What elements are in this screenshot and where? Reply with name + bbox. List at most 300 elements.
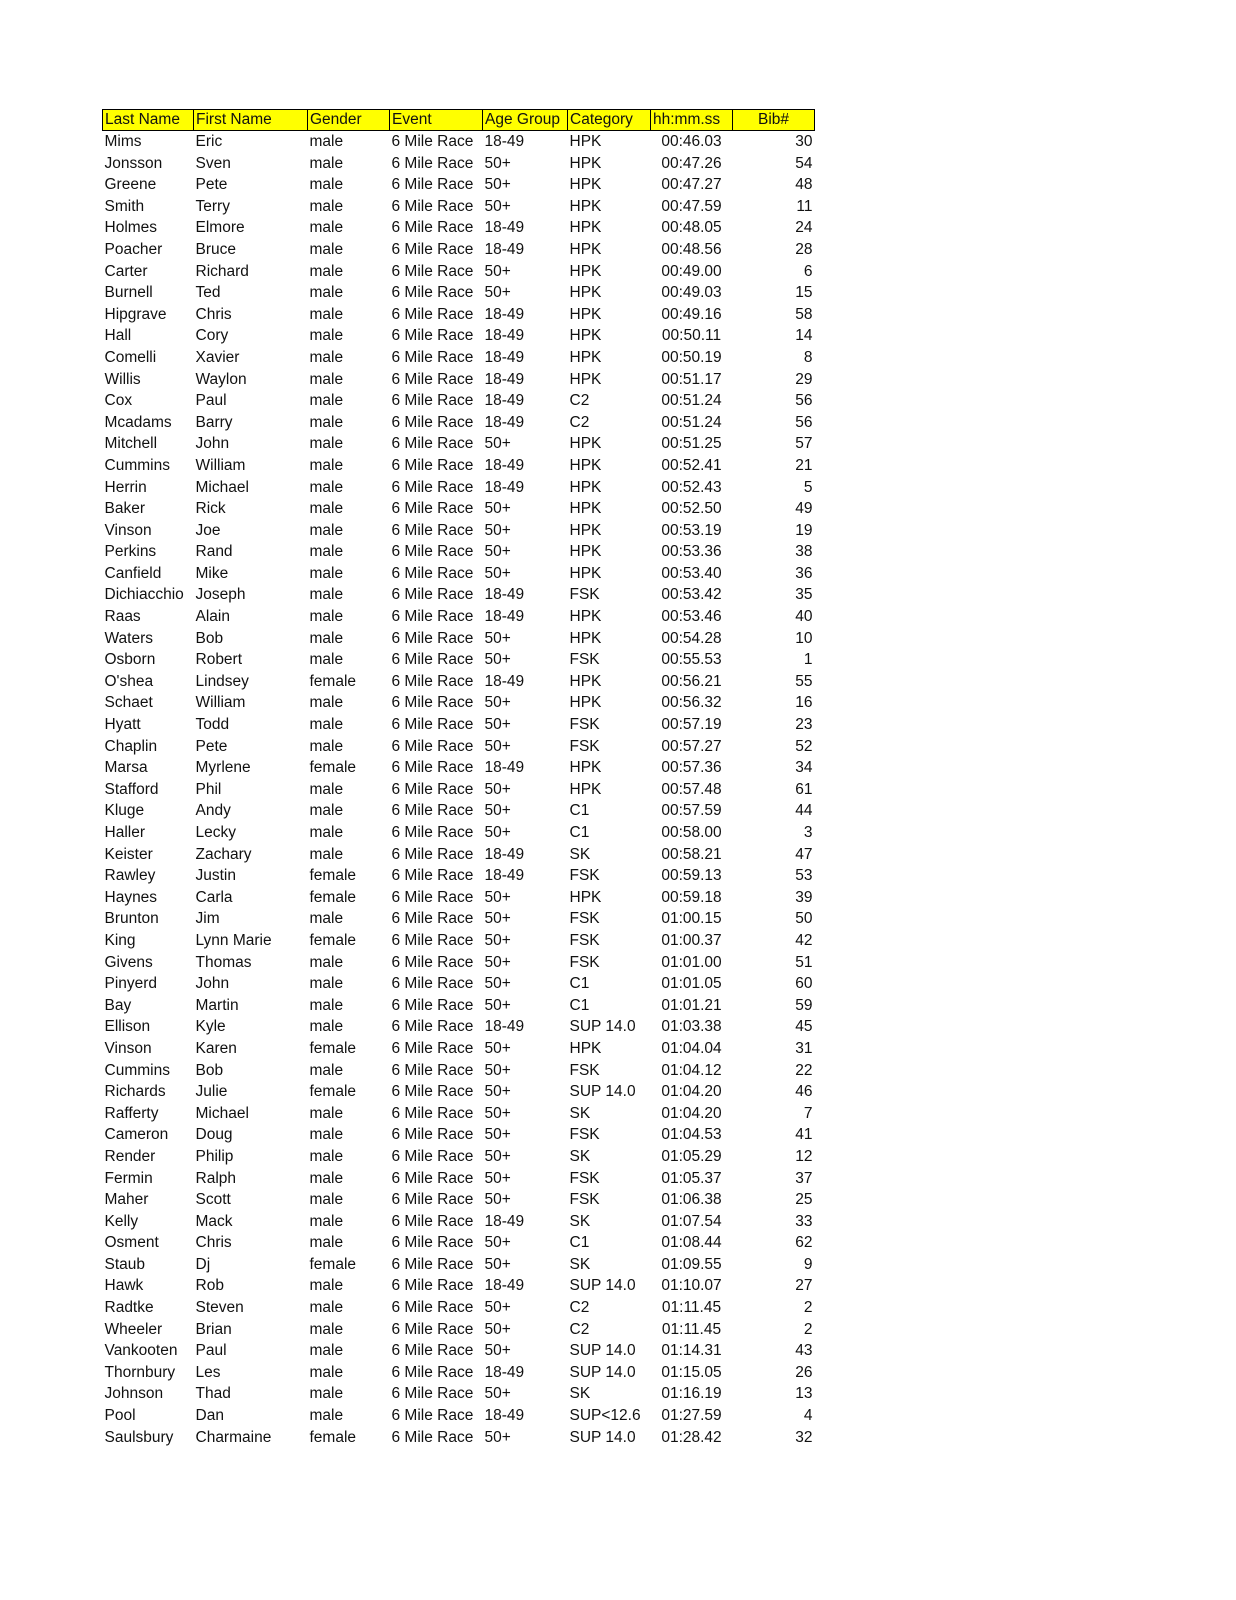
event-cell: 6 Mile Race <box>391 694 474 712</box>
last-name-cell: Vinson <box>104 1039 152 1057</box>
bib-cell: 57 <box>795 435 813 453</box>
bib-cell: 10 <box>795 629 813 647</box>
category-cell: FSK <box>569 1191 600 1209</box>
header-row <box>103 110 815 131</box>
category-cell: HPK <box>569 348 602 366</box>
age-group-cell: 18-49 <box>484 867 525 885</box>
last-name-cell: Dichiacchio <box>104 586 184 604</box>
gender-cell: male <box>309 392 344 410</box>
last-name-cell: Brunton <box>104 910 159 928</box>
gender-cell: male <box>309 1363 344 1381</box>
first-name-cell: Thomas <box>195 953 252 971</box>
bib-cell: 62 <box>795 1234 813 1252</box>
time-cell: 00:53.40 <box>661 564 722 582</box>
first-name-cell: Charmaine <box>195 1428 272 1446</box>
event-cell: 6 Mile Race <box>391 1342 474 1360</box>
event-cell: 6 Mile Race <box>391 1320 474 1338</box>
last-name-cell: Staub <box>104 1255 146 1273</box>
gender-cell: male <box>309 305 344 323</box>
gender-cell: female <box>309 759 357 777</box>
age-group-cell: 50+ <box>484 931 511 949</box>
bib-cell: 56 <box>795 413 813 431</box>
age-group-cell: 50+ <box>484 1039 511 1057</box>
table-row <box>103 1168 815 1190</box>
last-name-cell: Kluge <box>104 802 145 820</box>
bib-cell: 41 <box>795 1126 813 1144</box>
last-name-cell: Osment <box>104 1234 159 1252</box>
gender-cell: male <box>309 694 344 712</box>
first-name-cell: Karen <box>195 1039 237 1057</box>
table-row <box>103 1211 815 1233</box>
gender-cell: male <box>309 824 344 841</box>
time-cell: 01:04.12 <box>661 1061 722 1079</box>
first-name-cell: Bob <box>195 1061 224 1079</box>
time-cell: 00:58.00 <box>661 824 722 841</box>
age-group-cell: 50+ <box>484 694 511 712</box>
gender-cell: male <box>309 1126 344 1144</box>
last-name-cell: Wheeler <box>104 1320 163 1338</box>
table-row <box>103 628 815 650</box>
bib-cell: 5 <box>803 478 813 496</box>
gender-cell: male <box>309 435 344 453</box>
time-cell: 00:52.41 <box>661 456 722 474</box>
category-cell: HPK <box>569 564 602 582</box>
time-cell: 00:47.26 <box>661 154 722 172</box>
gender-cell: male <box>309 1212 344 1230</box>
last-name-cell: Herrin <box>104 478 147 496</box>
table-row <box>103 196 815 218</box>
first-name-cell: Elmore <box>195 219 245 237</box>
category-cell: HPK <box>569 543 602 561</box>
table-row <box>103 412 815 434</box>
table-row <box>103 1275 815 1297</box>
event-cell: 6 Mile Race <box>391 608 474 626</box>
category-cell: SUP 14.0 <box>569 1363 636 1381</box>
event-cell: 6 Mile Race <box>391 348 474 366</box>
bib-cell: 30 <box>795 133 813 150</box>
table-row <box>103 822 815 844</box>
event-cell: 6 Mile Race <box>391 1126 474 1144</box>
first-name-cell: Pete <box>195 737 228 755</box>
last-name-cell: Osborn <box>104 651 156 669</box>
bib-cell: 51 <box>795 953 813 971</box>
event-cell: 6 Mile Race <box>391 435 474 453</box>
age-group-cell: 50+ <box>484 154 511 172</box>
time-cell: 01:08.44 <box>661 1234 722 1252</box>
bib-cell: 21 <box>795 456 813 474</box>
time-cell: 01:05.29 <box>661 1147 722 1165</box>
gender-cell: male <box>309 478 344 496</box>
age-group-cell: 18-49 <box>484 392 525 410</box>
first-name-cell: Chris <box>195 1234 232 1252</box>
category-cell: FSK <box>569 1126 600 1144</box>
age-group-cell: 50+ <box>484 629 511 647</box>
column-header-gender: Gender <box>308 110 390 131</box>
first-name-cell: Thad <box>195 1385 231 1403</box>
gender-cell: male <box>309 262 344 280</box>
gender-cell: male <box>309 737 344 755</box>
event-cell: 6 Mile Race <box>391 543 474 561</box>
table-row <box>103 865 815 887</box>
table-row <box>103 217 815 239</box>
last-name-cell: Cummins <box>104 456 170 474</box>
first-name-cell: Richard <box>195 262 249 280</box>
bib-cell: 23 <box>795 716 813 734</box>
category-cell: FSK <box>569 737 600 755</box>
bib-cell: 3 <box>803 824 813 841</box>
first-name-cell: Julie <box>195 1083 228 1101</box>
event-cell: 6 Mile Race <box>391 370 474 388</box>
category-cell: SK <box>569 1385 591 1403</box>
time-cell: 01:27.59 <box>661 1407 722 1425</box>
first-name-cell: Bruce <box>195 240 236 258</box>
gender-cell: male <box>309 975 344 993</box>
gender-cell: male <box>309 543 344 561</box>
last-name-cell: Hawk <box>104 1277 144 1295</box>
bib-cell: 54 <box>795 154 813 172</box>
category-cell: HPK <box>569 780 602 798</box>
category-cell: HPK <box>569 478 602 496</box>
bib-cell: 53 <box>795 867 813 885</box>
time-cell: 00:50.19 <box>661 348 722 366</box>
time-cell: 00:57.36 <box>661 759 722 777</box>
age-group-cell: 50+ <box>484 1061 511 1079</box>
table-row <box>103 757 815 779</box>
first-name-cell: Cory <box>195 327 229 345</box>
last-name-cell: Givens <box>104 953 153 971</box>
time-cell: 01:00.15 <box>661 910 722 928</box>
time-cell: 00:58.21 <box>661 845 722 863</box>
last-name-cell: Bay <box>104 996 132 1014</box>
age-group-cell: 18-49 <box>484 1018 525 1036</box>
category-cell: HPK <box>569 370 602 388</box>
event-cell: 6 Mile Race <box>391 845 474 863</box>
bib-cell: 60 <box>795 975 813 993</box>
event-cell: 6 Mile Race <box>391 1234 474 1252</box>
gender-cell: male <box>309 1061 344 1079</box>
category-cell: SUP 14.0 <box>569 1018 636 1036</box>
age-group-cell: 18-49 <box>484 348 525 366</box>
event-cell: 6 Mile Race <box>391 759 474 777</box>
table-row <box>103 304 815 326</box>
age-group-cell: 50+ <box>484 716 511 734</box>
first-name-cell: Dan <box>195 1407 224 1425</box>
category-cell: SUP 14.0 <box>569 1428 636 1446</box>
event-cell: 6 Mile Race <box>391 456 474 474</box>
first-name-cell: Paul <box>195 1342 227 1360</box>
gender-cell: male <box>309 1147 344 1165</box>
bib-cell: 56 <box>795 392 813 410</box>
table-row <box>103 131 815 153</box>
table-row <box>103 930 815 952</box>
age-group-cell: 50+ <box>484 543 511 561</box>
table-row <box>103 1124 815 1146</box>
age-group-cell: 50+ <box>484 1320 511 1338</box>
last-name-cell: Willis <box>104 370 141 388</box>
table-row <box>103 1254 815 1276</box>
age-group-cell: 50+ <box>484 435 511 453</box>
gender-cell: male <box>309 1191 344 1209</box>
gender-cell: male <box>309 586 344 604</box>
last-name-cell: Haller <box>104 824 145 841</box>
table-row <box>103 390 815 412</box>
event-cell: 6 Mile Race <box>391 1104 474 1122</box>
bib-cell: 13 <box>795 1385 813 1403</box>
table-row <box>103 1081 815 1103</box>
age-group-cell: 50+ <box>484 910 511 928</box>
last-name-cell: Stafford <box>104 780 159 798</box>
event-cell: 6 Mile Race <box>391 240 474 258</box>
time-cell: 01:05.37 <box>661 1169 722 1187</box>
gender-cell: male <box>309 284 344 302</box>
bib-cell: 58 <box>795 305 813 323</box>
bib-cell: 32 <box>795 1428 813 1446</box>
gender-cell: male <box>309 500 344 518</box>
category-cell: FSK <box>569 953 600 971</box>
time-cell: 01:00.37 <box>661 931 722 949</box>
age-group-cell: 18-49 <box>484 327 525 345</box>
event-cell: 6 Mile Race <box>391 500 474 518</box>
category-cell: C1 <box>569 802 590 820</box>
age-group-cell: 50+ <box>484 500 511 518</box>
time-cell: 00:48.05 <box>661 219 722 237</box>
age-group-cell: 50+ <box>484 1342 511 1360</box>
bib-cell: 29 <box>795 370 813 388</box>
bib-cell: 36 <box>795 564 813 582</box>
first-name-cell: Carla <box>195 888 233 906</box>
category-cell: HPK <box>569 327 602 345</box>
last-name-cell: Burnell <box>104 284 153 302</box>
category-cell: C1 <box>569 996 590 1014</box>
first-name-cell: Joseph <box>195 586 246 604</box>
gender-cell: male <box>309 370 344 388</box>
category-cell: FSK <box>569 716 600 734</box>
age-group-cell: 50+ <box>484 262 511 280</box>
first-name-cell: Sven <box>195 154 231 172</box>
last-name-cell: Hipgrave <box>104 305 167 323</box>
category-cell: HPK <box>569 262 602 280</box>
time-cell: 01:09.55 <box>661 1255 722 1273</box>
category-cell: C1 <box>569 1234 590 1252</box>
event-cell: 6 Mile Race <box>391 1385 474 1403</box>
column-header-age-group: Age Group <box>483 110 568 131</box>
last-name-cell: Jonsson <box>104 154 163 172</box>
time-cell: 00:55.53 <box>661 651 722 669</box>
time-cell: 00:49.00 <box>661 262 722 280</box>
bib-cell: 9 <box>803 1255 813 1273</box>
time-cell: 00:52.43 <box>661 478 722 496</box>
age-group-cell: 50+ <box>484 1385 511 1403</box>
age-group-cell: 18-49 <box>484 370 525 388</box>
first-name-cell: Scott <box>195 1191 231 1209</box>
category-cell: FSK <box>569 651 600 669</box>
first-name-cell: Justin <box>195 867 236 885</box>
bib-cell: 24 <box>795 219 813 237</box>
bib-cell: 38 <box>795 543 813 561</box>
event-cell: 6 Mile Race <box>391 1061 474 1079</box>
last-name-cell: Perkins <box>104 543 157 561</box>
bib-cell: 1 <box>803 651 813 669</box>
last-name-cell: Saulsbury <box>104 1428 174 1446</box>
gender-cell: female <box>309 1255 357 1273</box>
last-name-cell: Baker <box>104 500 145 518</box>
gender-cell: female <box>309 888 357 906</box>
first-name-cell: Rick <box>195 500 226 518</box>
event-cell: 6 Mile Race <box>391 716 474 734</box>
time-cell: 00:54.28 <box>661 629 722 647</box>
table-row <box>103 1146 815 1168</box>
gender-cell: female <box>309 1428 357 1446</box>
time-cell: 00:57.27 <box>661 737 722 755</box>
category-cell: HPK <box>569 629 602 647</box>
first-name-cell: Ralph <box>195 1169 236 1187</box>
time-cell: 00:50.11 <box>661 327 722 345</box>
time-cell: 01:10.07 <box>661 1277 722 1295</box>
first-name-cell: Rob <box>195 1277 224 1295</box>
category-cell: SK <box>569 1104 591 1122</box>
gender-cell: male <box>309 564 344 582</box>
last-name-cell: Comelli <box>104 348 157 366</box>
bib-cell: 7 <box>803 1104 813 1122</box>
event-cell: 6 Mile Race <box>391 133 474 150</box>
bib-cell: 43 <box>795 1342 813 1360</box>
table-row <box>103 153 815 175</box>
first-name-cell: Philip <box>195 1147 234 1165</box>
time-cell: 00:51.25 <box>661 435 722 453</box>
last-name-cell: Smith <box>104 197 145 215</box>
last-name-cell: King <box>104 931 136 949</box>
bib-cell: 11 <box>796 197 813 215</box>
first-name-cell: Robert <box>195 651 243 669</box>
first-name-cell: William <box>195 456 246 474</box>
age-group-cell: 18-49 <box>484 845 525 863</box>
age-group-cell: 18-49 <box>484 1212 525 1230</box>
table-row <box>103 1103 815 1125</box>
table-row <box>103 908 815 930</box>
bib-cell: 61 <box>795 780 813 798</box>
category-cell: SK <box>569 1212 591 1230</box>
bib-cell: 45 <box>795 1018 813 1036</box>
last-name-cell: Holmes <box>104 219 158 237</box>
first-name-cell: Rand <box>195 543 233 561</box>
category-cell: FSK <box>569 910 600 928</box>
gender-cell: male <box>309 154 344 172</box>
last-name-cell: Marsa <box>104 759 148 777</box>
table-row <box>103 584 815 606</box>
first-name-cell: Joe <box>195 521 221 539</box>
time-cell: 01:14.31 <box>661 1342 722 1360</box>
time-cell: 00:53.19 <box>661 521 722 539</box>
age-group-cell: 50+ <box>484 564 511 582</box>
time-cell: 01:04.20 <box>661 1083 722 1101</box>
event-cell: 6 Mile Race <box>391 1428 474 1446</box>
age-group-cell: 50+ <box>484 1299 511 1317</box>
time-cell: 01:15.05 <box>661 1363 722 1381</box>
time-cell: 00:53.42 <box>661 586 722 604</box>
age-group-cell: 18-49 <box>484 1407 525 1425</box>
time-cell: 00:52.50 <box>661 500 722 518</box>
event-cell: 6 Mile Race <box>391 305 474 323</box>
column-header-time: hh:mm.ss <box>651 110 733 131</box>
age-group-cell: 18-49 <box>484 219 525 237</box>
table-row <box>103 952 815 974</box>
gender-cell: male <box>309 1385 344 1403</box>
gender-cell: male <box>309 1342 344 1360</box>
time-cell: 00:51.24 <box>661 392 722 410</box>
category-cell: HPK <box>569 521 602 539</box>
gender-cell: male <box>309 1018 344 1036</box>
bib-cell: 6 <box>803 262 813 280</box>
table-row <box>103 1189 815 1211</box>
gender-cell: male <box>309 996 344 1014</box>
age-group-cell: 50+ <box>484 888 511 906</box>
event-cell: 6 Mile Race <box>391 1018 474 1036</box>
bib-cell: 19 <box>795 521 813 539</box>
gender-cell: male <box>309 521 344 539</box>
table-row <box>103 1362 815 1384</box>
time-cell: 00:51.24 <box>661 413 722 431</box>
first-name-cell: Paul <box>195 392 227 410</box>
last-name-cell: Raas <box>104 608 141 626</box>
table-row <box>103 671 815 693</box>
last-name-cell: Carter <box>104 262 148 280</box>
category-cell: HPK <box>569 672 602 690</box>
first-name-cell: Dj <box>195 1255 211 1273</box>
table-row <box>103 779 815 801</box>
bib-cell: 12 <box>795 1147 813 1165</box>
first-name-cell: Pete <box>195 176 228 194</box>
table-row <box>103 649 815 671</box>
last-name-cell: Cox <box>104 392 133 410</box>
age-group-cell: 50+ <box>484 1191 511 1209</box>
age-group-cell: 18-49 <box>484 608 525 626</box>
event-cell: 6 Mile Race <box>391 1363 474 1381</box>
age-group-cell: 50+ <box>484 1169 511 1187</box>
first-name-cell: Jim <box>195 910 220 928</box>
category-cell: SK <box>569 1147 591 1165</box>
event-cell: 6 Mile Race <box>391 1277 474 1295</box>
category-cell: HPK <box>569 608 602 626</box>
category-cell: SUP 14.0 <box>569 1083 636 1101</box>
category-cell: SUP 14.0 <box>569 1342 636 1360</box>
time-cell: 01:04.53 <box>661 1126 722 1144</box>
category-cell: FSK <box>569 586 600 604</box>
category-cell: HPK <box>569 197 602 215</box>
gender-cell: female <box>309 672 357 690</box>
time-cell: 00:59.18 <box>661 888 722 906</box>
table-row <box>103 1427 815 1449</box>
first-name-cell: John <box>195 975 230 993</box>
event-cell: 6 Mile Race <box>391 521 474 539</box>
time-cell: 00:51.17 <box>661 370 722 388</box>
bib-cell: 33 <box>795 1212 813 1230</box>
category-cell: HPK <box>569 435 602 453</box>
gender-cell: male <box>309 219 344 237</box>
bib-cell: 8 <box>803 348 813 366</box>
last-name-cell: Kelly <box>104 1212 139 1230</box>
category-cell: C2 <box>569 413 590 431</box>
gender-cell: male <box>309 802 344 820</box>
age-group-cell: 18-49 <box>484 1363 525 1381</box>
last-name-cell: Thornbury <box>104 1363 176 1381</box>
age-group-cell: 50+ <box>484 1234 511 1252</box>
age-group-cell: 50+ <box>484 1428 511 1446</box>
gender-cell: male <box>309 348 344 366</box>
time-cell: 00:56.32 <box>661 694 722 712</box>
first-name-cell: Bob <box>195 629 224 647</box>
gender-cell: male <box>309 327 344 345</box>
table-row <box>103 174 815 196</box>
